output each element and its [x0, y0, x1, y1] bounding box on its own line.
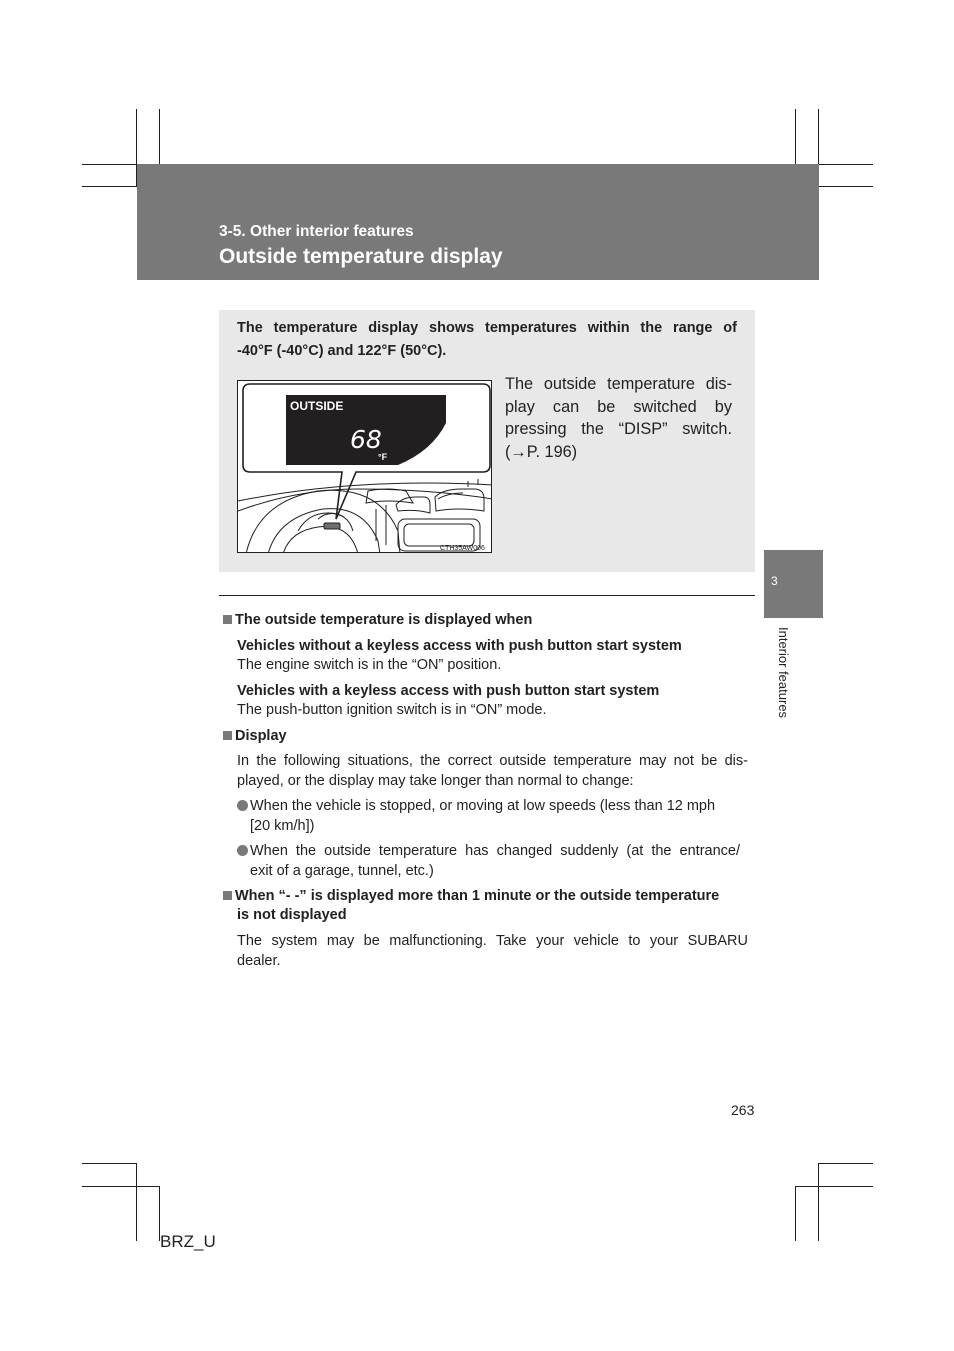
dashboard-illustration	[237, 380, 492, 553]
body-paragraph	[237, 752, 748, 791]
section-heading-text: When “- -” is displayed more than 1 minute or the outside temperature	[235, 888, 720, 904]
note-line: The outside temperature dis-	[505, 375, 732, 393]
dashboard-lineart	[238, 479, 492, 553]
bullet-item	[237, 842, 740, 881]
body-line: In the following situations, the correct outside temperature may not be dis-	[237, 753, 748, 769]
bullet-line: When the outside temperature has changed suddenly (at the entrance/	[237, 842, 740, 862]
subheading: Vehicles without a keyless access with push button start system	[237, 638, 682, 654]
divider	[219, 595, 755, 596]
page-number: 263	[731, 1102, 755, 1118]
chapter-name: Interior features	[776, 627, 791, 719]
body-line: played, or the display may take longer than normal to change:	[237, 772, 634, 789]
page-reference-link[interactable]: (→P. 196)	[505, 442, 578, 461]
display-value: 68	[350, 425, 382, 454]
square-bullet-icon	[223, 615, 232, 624]
note-line: play can be switched by	[505, 397, 732, 416]
body-line: The engine switch is in the “ON” position.	[237, 657, 502, 673]
body-line: The system may be malfunctioning. Take your vehicle to your SUBARU	[237, 933, 748, 949]
model-code: BRZ_U	[160, 1232, 216, 1251]
circle-bullet-icon	[237, 800, 248, 811]
figure-code: CTH35AW006	[440, 545, 485, 552]
disp-switch-note	[505, 373, 732, 463]
subheading: Vehicles with a keyless access with push button start system	[237, 683, 660, 699]
section-heading-continued: is not displayed	[237, 907, 347, 923]
bullet-line: [20 km/h])	[250, 817, 315, 834]
square-bullet-icon	[223, 731, 232, 740]
intro-line: The temperature display shows temperatures within the range of	[237, 320, 737, 336]
body-line: The push-button ignition switch is in “ON” mode.	[237, 702, 547, 718]
dashboard-drawing	[238, 381, 492, 553]
bullet-line: When the vehicle is stopped, or moving at low speeds (less than 12 mph	[237, 797, 740, 817]
section-heading	[223, 887, 719, 907]
display-label: OUTSIDE	[290, 399, 344, 413]
body-line: dealer.	[237, 952, 281, 969]
section-heading	[223, 611, 532, 631]
intro-line: -40°F (-40°C) and 122°F (50°C).	[237, 343, 447, 359]
section-heading-text: Display	[235, 728, 287, 744]
bullet-item	[237, 797, 740, 836]
circle-bullet-icon	[237, 845, 248, 856]
page-title: Outside temperature display	[219, 245, 503, 268]
square-bullet-icon	[223, 891, 232, 900]
section-heading	[223, 727, 287, 747]
chapter-number: 3	[771, 574, 778, 588]
body-paragraph	[237, 932, 748, 971]
bullet-line: exit of a garage, tunnel, etc.)	[250, 862, 434, 879]
section-heading-text: The outside temperature is displayed when	[235, 612, 533, 628]
note-line: pressing the “DISP” switch.	[505, 420, 732, 438]
display-unit: °F	[378, 452, 388, 462]
section-label: 3-5. Other interior features	[219, 223, 414, 240]
intro-statement	[237, 317, 737, 363]
